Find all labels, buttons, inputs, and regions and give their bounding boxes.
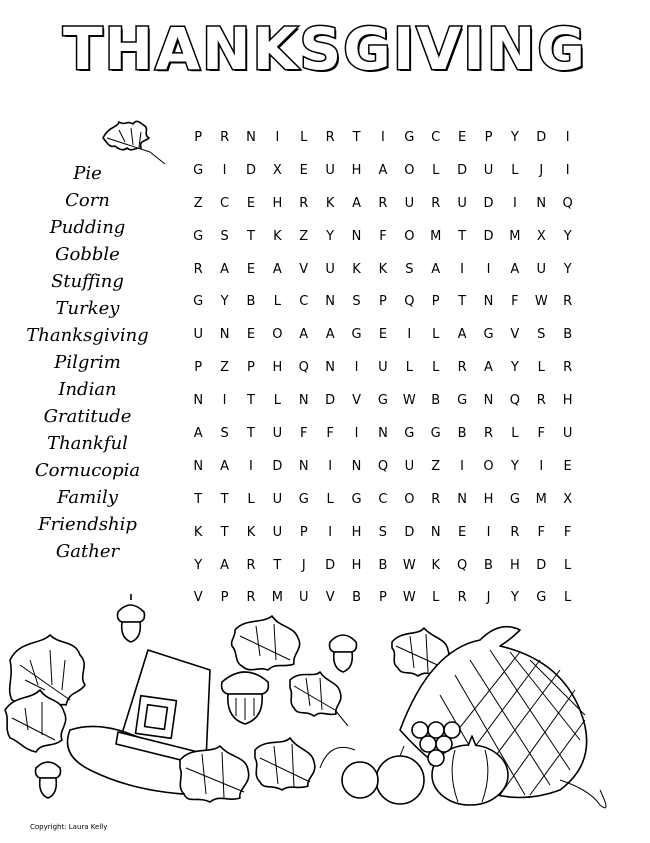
grid-letter: L — [326, 491, 334, 507]
grid-letter: Y — [510, 360, 519, 376]
grid-letter: R — [325, 130, 335, 145]
grid-letter: G — [351, 327, 362, 343]
grid-letter: Q — [456, 557, 468, 573]
grid-letter: E — [246, 261, 256, 277]
grid-letter: R — [378, 195, 388, 211]
grid-letter: A — [457, 327, 467, 343]
grid-letter: L — [564, 590, 572, 606]
apple-icon — [342, 762, 378, 798]
grid-letter: E — [457, 130, 467, 145]
grid-letter: L — [564, 557, 572, 573]
grid-letter: K — [378, 261, 388, 277]
grid-letter: V — [510, 327, 520, 343]
grid-letter: Y — [326, 228, 335, 244]
grid-letter: B — [484, 557, 493, 573]
grid-letter: Z — [193, 195, 203, 211]
grid-letter: T — [247, 426, 255, 442]
grid-letter: P — [379, 590, 387, 606]
grid-letter: B — [378, 557, 388, 573]
grid-letter: T — [220, 524, 229, 540]
grid-letter: I — [539, 458, 544, 474]
grid-letter: G — [457, 393, 468, 409]
grid-letter: V — [299, 261, 309, 277]
grid-letter: O — [404, 162, 415, 178]
grid-letter: R — [483, 426, 494, 442]
grid-letter: B — [563, 327, 573, 343]
grid-letter: I — [249, 458, 253, 474]
grid-letter: I — [565, 162, 570, 178]
grid-letter: R — [510, 524, 520, 540]
grid-letter: U — [536, 261, 547, 277]
grid-letter: T — [352, 130, 361, 145]
grid-letter: N — [430, 524, 441, 540]
acorn-icon — [118, 594, 145, 642]
grid-letter: R — [299, 195, 309, 211]
grid-letter: F — [511, 294, 519, 310]
word-list — [20, 160, 155, 565]
word-list-item: Friendship — [38, 514, 137, 535]
grid-letter: P — [220, 590, 229, 606]
grid-letter: N — [298, 458, 309, 474]
grid-letter: A — [193, 426, 203, 442]
grid-letter: A — [484, 360, 493, 376]
acorn-icon — [222, 672, 269, 724]
grid-letter: G — [430, 426, 441, 442]
grid-letter: T — [247, 228, 255, 244]
grid-letter: F — [537, 524, 546, 540]
grid-letter: N — [193, 458, 204, 474]
grid-letter: Z — [431, 458, 441, 474]
grid-letter: G — [193, 162, 204, 178]
grid-letter: V — [325, 590, 335, 606]
grid-letter: F — [300, 426, 308, 442]
grid-letter: U — [325, 261, 335, 277]
grid-letter: U — [193, 327, 203, 343]
grid-letter: P — [379, 294, 387, 310]
grid-letter: A — [431, 261, 441, 277]
grid-letter: R — [536, 393, 546, 409]
grid-letter: R — [563, 360, 573, 376]
grid-letter: P — [431, 294, 440, 310]
grid-letter: O — [483, 458, 494, 474]
grid-letter: R — [457, 360, 467, 376]
grid-letter: M — [430, 228, 442, 244]
grid-letter: D — [325, 557, 336, 573]
grid-letter: G — [536, 590, 547, 606]
word-list-item: Pie — [73, 163, 102, 184]
grid-letter: I — [222, 393, 227, 409]
grid-letter: Z — [299, 228, 309, 244]
grid-letter: L — [432, 327, 440, 343]
grid-letter: D — [483, 195, 494, 211]
leaf-icon — [255, 738, 315, 790]
grid-letter: C — [299, 294, 309, 310]
grid-letter: G — [509, 491, 520, 507]
grid-letter: E — [563, 458, 572, 474]
grid-letter: B — [431, 393, 441, 409]
grid-letter: D — [536, 130, 547, 145]
grid-letter: D — [457, 162, 468, 178]
grid-letter: L — [511, 426, 519, 442]
grid-letter: H — [483, 491, 494, 507]
grid-letter: I — [512, 195, 517, 211]
grid-letter: I — [460, 458, 465, 474]
grid-letter: P — [484, 130, 493, 145]
grid-letter: D — [245, 162, 256, 178]
grid-letter: R — [431, 491, 441, 507]
grid-letter: F — [326, 426, 334, 442]
grid-letter: U — [457, 195, 467, 211]
grid-letter: W — [402, 557, 416, 573]
grid-letter: W — [402, 590, 416, 606]
grid-letter: N — [483, 393, 494, 409]
word-list-item: Turkey — [55, 298, 120, 319]
grid-letter: T — [273, 557, 282, 573]
grid-letter: X — [536, 228, 546, 244]
grid-letter: T — [194, 491, 203, 507]
grid-letter: Y — [563, 261, 572, 277]
grid-letter: Q — [404, 294, 415, 310]
grid-letter: S — [405, 261, 414, 277]
grid-letter: J — [539, 162, 544, 178]
grid-letter: M — [535, 491, 547, 507]
grid-letter: Q — [377, 458, 389, 474]
acorn-icon — [330, 635, 357, 672]
word-list-item: Family — [57, 487, 118, 508]
grid-letter: I — [565, 130, 570, 145]
grid-letter: N — [219, 327, 230, 343]
grid-letter: N — [378, 426, 388, 442]
grid-letter: P — [299, 524, 308, 540]
grid-letter: U — [272, 426, 283, 442]
word-list-item: Corn — [65, 190, 110, 211]
grid-letter: H — [351, 557, 362, 573]
word-list-item: Cornucopia — [34, 460, 141, 481]
leaf-icon — [290, 672, 348, 726]
grid-letter: R — [246, 557, 256, 573]
grid-letter: X — [272, 162, 282, 178]
leaf-icon — [95, 108, 170, 168]
grid-letter: L — [432, 162, 440, 178]
grid-letter: I — [328, 458, 333, 474]
grid-letter: N — [246, 130, 256, 145]
grid-letter: I — [275, 130, 280, 145]
grid-letter: I — [407, 327, 412, 343]
grid-letter: A — [272, 261, 282, 277]
grid-letter: P — [194, 130, 203, 145]
grid-letter: D — [536, 557, 547, 573]
grid-letter: Y — [510, 458, 519, 474]
grid-letter: P — [194, 360, 203, 376]
grid-letter: T — [458, 228, 467, 244]
grid-letter: I — [354, 360, 359, 376]
word-list-item: Indian — [58, 379, 117, 400]
grid-letter: I — [460, 261, 465, 277]
grid-letter: J — [301, 557, 306, 573]
grid-letter: D — [483, 228, 494, 244]
grid-letter: G — [404, 130, 415, 145]
grid-letter: C — [378, 491, 388, 507]
grid-letter: Y — [563, 228, 572, 244]
grid-letter: Q — [298, 360, 309, 376]
grid-letter: A — [352, 195, 361, 211]
grid-letter: R — [563, 294, 573, 310]
word-list-item: Pudding — [49, 217, 126, 238]
grid-letter: N — [298, 393, 309, 409]
grid-letter: Y — [510, 130, 519, 145]
grid-letter: L — [432, 360, 440, 376]
grid-letter: Z — [220, 360, 230, 376]
grid-letter: A — [378, 162, 388, 178]
grid-letter: L — [432, 590, 440, 606]
grid-letter: N — [536, 195, 547, 211]
grid-letter: O — [404, 491, 415, 507]
leaf-icon — [232, 616, 300, 670]
word-list-item: Thankful — [47, 433, 128, 454]
word-list-item: Pilgrim — [54, 352, 121, 373]
grid-letter: H — [351, 524, 362, 540]
grid-letter: G — [193, 228, 204, 244]
grid-letter: K — [431, 557, 440, 573]
grid-letter: X — [563, 491, 573, 507]
grid-letter: D — [272, 458, 283, 474]
copyright-text: Copyright: Laura Kelly — [30, 823, 108, 831]
grid-letter: C — [220, 195, 230, 211]
grid-letter: H — [272, 360, 283, 376]
grid-letter: G — [351, 491, 362, 507]
grid-letter: U — [378, 360, 388, 376]
grid-letter: J — [486, 590, 491, 606]
grid-letter: U — [562, 426, 573, 442]
grid-letter: B — [457, 426, 467, 442]
grid-letter: R — [220, 130, 230, 145]
grid-letter: L — [247, 491, 255, 507]
grid-letter: K — [193, 524, 203, 540]
grid-letter: N — [457, 491, 467, 507]
page-title: THANKSGIVING — [62, 15, 588, 83]
grid-letter: N — [325, 294, 336, 310]
grid-letter: V — [352, 393, 361, 409]
grid-letter: T — [247, 393, 255, 409]
grid-letter: P — [247, 360, 255, 376]
grid-letter: K — [325, 195, 335, 211]
grid-letter: I — [486, 524, 491, 540]
grid-letter: U — [483, 162, 494, 178]
grid-letter: Y — [220, 294, 229, 310]
grid-letter: L — [511, 162, 519, 178]
grid-letter: K — [352, 261, 361, 277]
grid-letter: E — [457, 524, 467, 540]
apple-icon — [376, 746, 424, 804]
grid-letter: I — [354, 426, 359, 442]
grid-letter: W — [534, 294, 548, 310]
word-list-item: Gobble — [55, 244, 120, 265]
grid-letter: S — [378, 524, 388, 540]
leaf-icon — [180, 746, 249, 802]
grid-letter: K — [246, 524, 256, 540]
grid-letter: N — [351, 458, 362, 474]
grid-letter: F — [379, 228, 387, 244]
word-list-item: Gather — [55, 541, 120, 562]
grid-letter: A — [325, 327, 335, 343]
grid-letter: A — [220, 557, 230, 573]
grid-letter: A — [510, 261, 520, 277]
grid-letter: L — [537, 360, 545, 376]
grid-letter: S — [220, 426, 229, 442]
grid-letter: F — [537, 426, 546, 442]
grid-letter: E — [246, 195, 256, 211]
grid-letter: A — [220, 458, 230, 474]
grid-letter: Y — [194, 557, 203, 573]
grid-letter: S — [220, 228, 229, 244]
grid-letter: Q — [509, 393, 520, 409]
grid-letter: S — [537, 327, 546, 343]
grid-letter: A — [299, 327, 309, 343]
grid-letter: I — [328, 524, 333, 540]
grid-letter: G — [193, 294, 204, 310]
grid-letter: Y — [510, 590, 519, 606]
grid-letter: A — [220, 261, 230, 277]
letter-grid — [185, 127, 581, 620]
thanksgiving-illustration — [0, 590, 650, 820]
grid-letter: N — [351, 228, 362, 244]
grid-letter: E — [246, 327, 256, 343]
grid-letter: E — [378, 327, 388, 343]
grid-letter: B — [352, 590, 361, 606]
grid-letter: R — [457, 590, 467, 606]
grid-letter: H — [562, 393, 573, 409]
grid-letter: D — [404, 524, 415, 540]
word-list-item: Thanksgiving — [26, 325, 149, 346]
grid-letter: U — [272, 524, 283, 540]
grid-letter: B — [246, 294, 256, 310]
grid-letter: T — [220, 491, 229, 507]
grid-letter: N — [193, 393, 204, 409]
grid-letter: L — [273, 393, 281, 409]
grid-letter: U — [404, 458, 415, 474]
grid-letter: G — [483, 327, 494, 343]
grid-letter: R — [193, 261, 203, 277]
grid-letter: T — [458, 294, 467, 310]
grid-letter: O — [272, 327, 283, 343]
grid-letter: U — [404, 195, 415, 211]
grid-letter: L — [273, 294, 281, 310]
grid-letter: G — [377, 393, 388, 409]
grid-letter: E — [299, 162, 308, 178]
grid-letter: R — [246, 590, 256, 606]
grid-letter: V — [193, 590, 203, 606]
grid-letter: N — [483, 294, 494, 310]
grid-letter: L — [300, 130, 308, 145]
grid-letter: I — [222, 162, 227, 178]
grid-letter: D — [325, 393, 336, 409]
grid-letter: C — [431, 130, 441, 145]
grid-letter: U — [325, 162, 335, 178]
word-list-item: Gratitude — [43, 406, 132, 427]
grid-letter: I — [381, 130, 385, 145]
grid-letter: W — [402, 393, 416, 409]
grid-letter: M — [509, 228, 521, 244]
grid-letter: H — [351, 162, 362, 178]
grid-letter: Q — [562, 195, 573, 211]
grid-letter: H — [509, 557, 520, 573]
grid-letter: S — [352, 294, 361, 310]
grid-letter: G — [298, 491, 309, 507]
acorn-icon — [36, 762, 61, 798]
grid-letter: N — [325, 360, 336, 376]
grid-letter: I — [486, 261, 491, 277]
word-list-item: Stuffing — [51, 271, 124, 292]
grid-letter: U — [272, 491, 283, 507]
grid-letter: O — [404, 228, 415, 244]
grid-letter: F — [563, 524, 572, 540]
grid-letter: H — [272, 195, 283, 211]
grid-letter: M — [271, 590, 283, 606]
grid-letter: K — [273, 228, 282, 244]
grid-letter: L — [405, 360, 413, 376]
grid-letter: G — [404, 426, 415, 442]
grid-letter: U — [299, 590, 309, 606]
grid-letter: R — [431, 195, 441, 211]
